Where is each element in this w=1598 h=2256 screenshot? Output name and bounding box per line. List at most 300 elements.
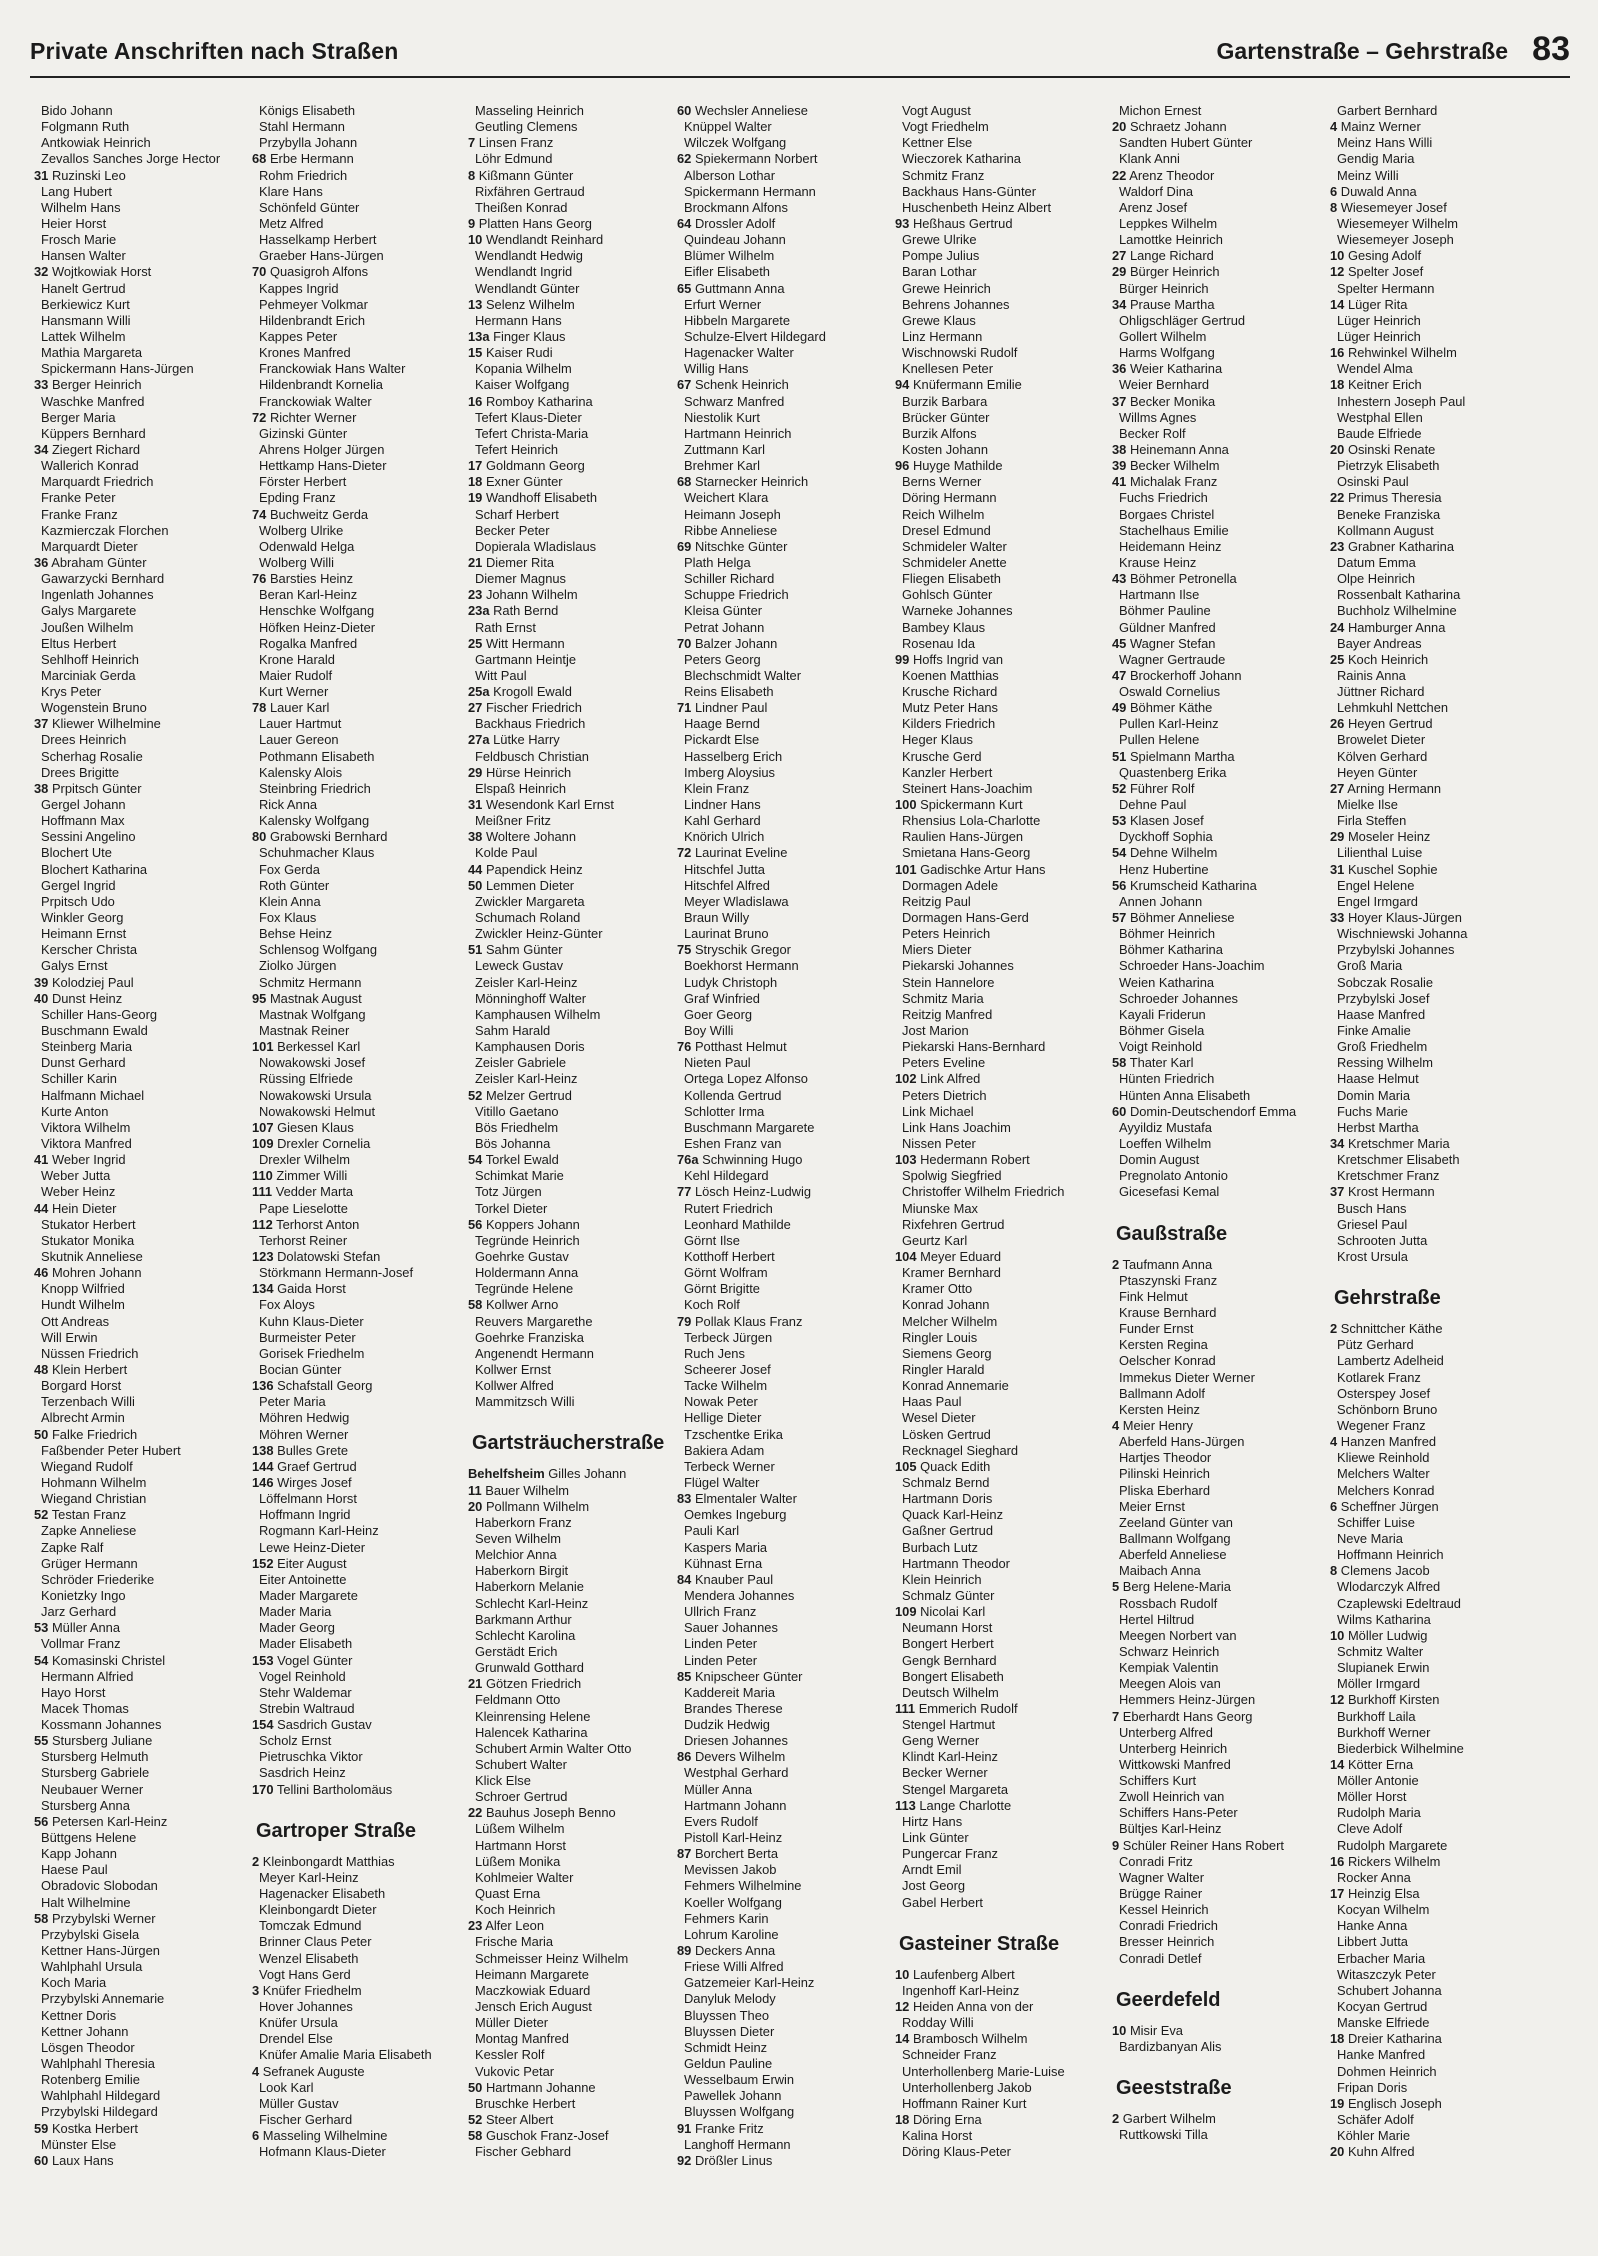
resident-entry	[895, 1055, 1107, 1071]
resident-name: Dreier Katharina	[1347, 2031, 1442, 2047]
resident-name: Tefert Christa-Maria	[475, 425, 589, 441]
resident-entry	[677, 1991, 889, 2007]
resident-name: Bültjes Karl-Heinz	[1119, 1821, 1222, 1837]
resident-entry	[895, 1967, 1107, 1983]
resident-name: Hagenacker Elisabeth	[259, 1886, 386, 1902]
resident-name: Reich Wilhelm	[902, 506, 985, 522]
resident-entry	[252, 1685, 464, 1701]
resident-name: Neumann Horst	[902, 1620, 993, 1636]
resident-name: Grabowski Bernhard	[269, 829, 388, 845]
resident-entry	[34, 1168, 246, 1184]
resident-entry	[677, 1878, 889, 1894]
resident-name: Lösgen Theodor	[41, 2039, 135, 2055]
resident-name: Spelter Josef	[1347, 264, 1424, 280]
resident-entry	[1112, 1644, 1324, 1660]
resident-entry	[1112, 1088, 1324, 1104]
resident-entry	[895, 507, 1107, 523]
resident-entry	[895, 1297, 1107, 1313]
resident-entry	[1330, 975, 1542, 991]
resident-name: Look Karl	[259, 2079, 314, 2095]
resident-entry	[468, 442, 680, 458]
house-number: 39	[1112, 458, 1127, 474]
resident-name: Rogalka Manfred	[259, 635, 358, 651]
resident-entry	[1330, 539, 1542, 555]
resident-entry	[677, 151, 889, 167]
resident-name: Klick Else	[475, 1773, 531, 1789]
resident-name: Zuttmann Karl	[684, 441, 765, 457]
resident-entry	[895, 845, 1107, 861]
resident-entry	[252, 1765, 464, 1781]
resident-name: Schroeder Hans-Joachim	[1119, 958, 1265, 974]
resident-name: Linsen Franz	[478, 135, 554, 151]
resident-name: Nissen Peter	[902, 1136, 976, 1151]
resident-name: Kliewer Wilhelmine	[51, 716, 161, 732]
resident-entry	[1330, 910, 1542, 926]
resident-name: Eifler Elisabeth	[684, 264, 770, 280]
resident-entry	[468, 410, 680, 426]
house-number: 9	[468, 215, 476, 231]
resident-name: Klein Franz	[684, 780, 750, 796]
resident-entry	[252, 1902, 464, 1918]
resident-name: Aberfeld Hans-Jürgen	[1119, 1434, 1245, 1450]
resident-entry	[468, 636, 680, 652]
resident-name: Weber Jutta	[41, 1168, 111, 1184]
resident-name: Ahrens Holger Jürgen	[259, 441, 385, 457]
resident-entry	[677, 652, 889, 668]
resident-name: Brügge Rainer	[1119, 1886, 1203, 1902]
resident-name: Papendick Heinz	[485, 861, 583, 877]
resident-entry	[677, 1427, 889, 1443]
spacer	[252, 1798, 464, 1818]
resident-entry	[1112, 297, 1324, 313]
resident-entry	[1330, 151, 1542, 167]
resident-entry	[895, 2015, 1107, 2031]
resident-name: Mammitzsch Willi	[475, 1394, 575, 1410]
resident-name: Schubert Johanna	[1337, 1982, 1442, 1998]
resident-name: Jarz Gerhard	[41, 1604, 117, 1620]
house-number: 17	[468, 458, 483, 474]
resident-name: Köhler Marie	[1337, 2128, 1411, 2144]
resident-name: Hundt Wilhelm	[41, 1297, 125, 1313]
resident-entry	[468, 2144, 680, 2160]
house-number: 152	[252, 1555, 274, 1571]
resident-entry	[677, 845, 889, 861]
resident-name: Rogmann Karl-Heinz	[259, 1523, 379, 1539]
resident-name: Raulien Hans-Jürgen	[902, 829, 1024, 845]
resident-entry	[677, 1540, 889, 1556]
house-number: 92	[677, 2152, 692, 2168]
resident-entry	[1330, 377, 1542, 393]
resident-entry	[468, 1838, 680, 1854]
resident-name: Lüßem Monika	[475, 1853, 561, 1869]
resident-entry	[677, 1830, 889, 1846]
resident-entry	[1112, 1321, 1324, 1337]
resident-name: Wolberg Willi	[259, 554, 334, 570]
resident-entry	[252, 749, 464, 765]
resident-name: Kaddereit Maria	[684, 1684, 775, 1700]
resident-name: Olpe Heinrich	[1337, 571, 1416, 587]
resident-name: Koch Rolf	[684, 1297, 740, 1313]
resident-entry	[468, 1314, 680, 1330]
resident-entry	[1112, 1547, 1324, 1563]
resident-name: Quasigroh Alfons	[269, 264, 369, 280]
resident-entry	[677, 1895, 889, 1911]
resident-name: Schmalz Günter	[902, 1587, 995, 1603]
resident-name: Lauer Hartmut	[259, 716, 342, 732]
resident-name: Halt Wilhelmine	[41, 1894, 131, 1910]
resident-entry	[468, 1612, 680, 1628]
resident-entry	[34, 2072, 246, 2088]
house-number: 71	[677, 700, 692, 716]
resident-entry	[895, 1862, 1107, 1878]
resident-entry	[677, 394, 889, 410]
resident-name: Hansen Walter	[41, 248, 126, 264]
resident-entry	[252, 829, 464, 845]
resident-entry	[468, 749, 680, 765]
resident-entry	[34, 991, 246, 1007]
resident-entry	[1112, 1104, 1324, 1120]
resident-name: Drendel Else	[259, 2031, 333, 2047]
resident-name: Funder Ernst	[1119, 1321, 1194, 1337]
resident-name: Potthast Helmut	[694, 1039, 787, 1055]
resident-name: Ullrich Franz	[684, 1604, 757, 1620]
resident-name: Geurtz Karl	[902, 1232, 968, 1248]
resident-name: Miers Dieter	[902, 942, 972, 958]
resident-name: Willms Agnes	[1119, 409, 1197, 425]
resident-name: Stursberg Helmuth	[41, 1749, 149, 1765]
resident-name: Laux Hans	[51, 2152, 114, 2168]
resident-entry	[468, 975, 680, 991]
house-number: 6	[252, 2128, 260, 2144]
resident-entry	[677, 539, 889, 555]
resident-entry	[34, 958, 246, 974]
resident-name: Wendlandt Hedwig	[475, 248, 583, 264]
resident-name: Burbach Lutz	[902, 1539, 978, 1555]
resident-entry	[252, 765, 464, 781]
resident-name: Meier Ernst	[1119, 1498, 1185, 1514]
resident-entry	[468, 668, 680, 684]
resident-entry	[468, 2031, 680, 2047]
resident-entry	[677, 1523, 889, 1539]
resident-name: Burmeister Peter	[259, 1329, 356, 1345]
resident-name: Moseler Heinz	[1347, 829, 1431, 845]
resident-name: Vitillo Gaetano	[475, 1103, 559, 1119]
resident-name: Wahlphahl Ursula	[41, 1959, 143, 1975]
resident-name: Vedder Marta	[275, 1184, 354, 1200]
resident-entry	[895, 1120, 1107, 1136]
resident-entry	[34, 1765, 246, 1781]
resident-entry	[34, 765, 246, 781]
resident-name: Wieczorek Katharina	[902, 151, 1021, 167]
resident-name: Piekarski Hans-Bernhard	[902, 1039, 1046, 1055]
house-number: 56	[1112, 877, 1127, 893]
resident-entry	[1112, 1741, 1324, 1757]
resident-entry	[34, 1927, 246, 1943]
resident-entry	[1330, 1676, 1542, 1692]
resident-entry	[34, 1410, 246, 1426]
resident-entry	[1112, 668, 1324, 684]
house-number: 111	[895, 1700, 916, 1716]
resident-entry	[34, 507, 246, 523]
resident-entry	[1330, 926, 1542, 942]
resident-entry	[1330, 1321, 1542, 1337]
resident-name: Berg Helene-Maria	[1122, 1579, 1231, 1595]
resident-entry	[468, 1934, 680, 1950]
resident-name: Behse Heinz	[259, 926, 333, 942]
resident-name: Halencek Katharina	[475, 1724, 588, 1740]
resident-name: Böhmer Katharina	[1119, 942, 1223, 958]
resident-name: Duwald Anna	[1340, 183, 1417, 199]
resident-name: Dehne Wilhelm	[1129, 845, 1218, 861]
resident-entry	[468, 232, 680, 248]
resident-entry	[1112, 313, 1324, 329]
resident-entry	[677, 1927, 889, 1943]
resident-entry	[1330, 1596, 1542, 1612]
resident-entry	[34, 490, 246, 506]
resident-name: Rath Ernst	[475, 619, 536, 635]
resident-entry	[1112, 2127, 1324, 2143]
resident-entry	[677, 2121, 889, 2137]
resident-entry	[1330, 1152, 1542, 1168]
resident-name: Exner Günter	[485, 474, 563, 490]
resident-name: Heier Horst	[41, 215, 107, 231]
resident-name: Slupianek Erwin	[1337, 1660, 1430, 1676]
resident-name: Mathia Margareta	[41, 345, 143, 361]
resident-entry	[34, 1814, 246, 1830]
house-number: 68	[252, 151, 267, 167]
resident-entry	[34, 587, 246, 603]
resident-entry	[677, 571, 889, 587]
resident-name: Schwinning Hugo	[702, 1152, 803, 1168]
resident-entry	[677, 1071, 889, 1087]
resident-entry	[895, 749, 1107, 765]
resident-entry	[34, 749, 246, 765]
resident-entry	[252, 2096, 464, 2112]
resident-entry	[1330, 684, 1542, 700]
house-number: 23	[1330, 538, 1345, 554]
resident-entry	[34, 1604, 246, 1620]
resident-entry	[34, 845, 246, 861]
resident-entry	[468, 958, 680, 974]
resident-name: Vogt August	[902, 103, 971, 118]
resident-name: Marquardt Friedrich	[41, 474, 154, 490]
resident-entry	[677, 636, 889, 652]
resident-name: Möhren Hedwig	[259, 1410, 350, 1426]
resident-entry	[1330, 1660, 1542, 1676]
resident-name: Viktora Wilhelm	[41, 1119, 131, 1135]
resident-entry	[1112, 1709, 1324, 1725]
resident-name: Möller Horst	[1337, 1789, 1407, 1805]
resident-entry	[1330, 1628, 1542, 1644]
resident-entry	[1112, 2039, 1324, 2055]
resident-name: Henz Hubertine	[1119, 861, 1209, 877]
resident-entry	[1330, 1071, 1542, 1087]
resident-entry	[252, 1394, 464, 1410]
resident-name: Osinski Paul	[1337, 474, 1409, 490]
house-number: 27	[468, 700, 483, 716]
resident-name: Pullen Karl-Heinz	[1119, 716, 1219, 732]
resident-entry	[1112, 781, 1324, 797]
resident-entry	[1112, 1951, 1324, 1967]
house-number: 10	[1330, 248, 1345, 264]
resident-entry	[1330, 458, 1542, 474]
resident-entry	[1112, 1483, 1324, 1499]
resident-entry	[252, 1104, 464, 1120]
house-number: 170	[252, 1781, 274, 1797]
resident-name: Müller Gustav	[259, 2095, 339, 2111]
resident-entry	[1330, 636, 1542, 652]
resident-entry	[895, 797, 1107, 813]
resident-name: Stein Hannelore	[902, 974, 995, 990]
resident-name: Kollenda Gertrud	[684, 1087, 782, 1103]
resident-entry	[1112, 1466, 1324, 1482]
resident-entry	[1330, 1725, 1542, 1741]
resident-entry	[1330, 1983, 1542, 1999]
resident-name: Brockerhoff Johann	[1129, 667, 1242, 683]
house-number: 7	[1112, 1708, 1120, 1724]
resident-entry	[468, 1378, 680, 1394]
resident-entry	[468, 1596, 680, 1612]
resident-name: Konrad Johann	[902, 1297, 990, 1313]
resident-name: Rüssing Elfriede	[259, 1071, 353, 1087]
house-number: 79	[677, 1313, 692, 1329]
resident-name: Kempiak Valentin	[1119, 1660, 1219, 1676]
resident-name: Borgaes Christel	[1119, 506, 1215, 522]
resident-entry	[252, 507, 464, 523]
resident-entry	[34, 377, 246, 393]
resident-name: Balzer Johann	[694, 635, 778, 651]
resident-name: Kißmann Günter	[478, 167, 574, 183]
resident-name: Jensch Erich August	[475, 1999, 592, 2015]
resident-entry	[1112, 1918, 1324, 1934]
resident-name: Bruschke Herbert	[475, 2095, 576, 2111]
resident-entry	[1330, 1821, 1542, 1837]
resident-entry	[677, 797, 889, 813]
resident-entry	[34, 1071, 246, 1087]
resident-entry	[895, 1572, 1107, 1588]
resident-name: Buschmann Ewald	[41, 1023, 148, 1039]
resident-entry	[34, 2040, 246, 2056]
resident-entry	[1112, 232, 1324, 248]
resident-entry	[1330, 1870, 1542, 1886]
resident-name: Erbe Hermann	[269, 151, 354, 167]
resident-name: Friese Willi Alfred	[684, 1959, 784, 1975]
resident-name: Burzik Alfons	[902, 425, 977, 441]
resident-name: Gaßner Gertrud	[902, 1523, 993, 1539]
resident-entry	[34, 878, 246, 894]
resident-name: Groß Friedhelm	[1337, 1039, 1428, 1055]
resident-name: Hasselberg Erich	[684, 748, 783, 764]
resident-name: Scholz Ernst	[259, 1733, 332, 1749]
resident-name: Drößler Linus	[694, 2152, 773, 2168]
resident-name: Inhestern Joseph Paul	[1337, 393, 1466, 409]
resident-entry	[895, 539, 1107, 555]
resident-entry	[677, 620, 889, 636]
resident-entry	[252, 1314, 464, 1330]
resident-entry	[677, 1459, 889, 1475]
resident-entry	[1112, 926, 1324, 942]
resident-entry	[677, 426, 889, 442]
house-number: 104	[895, 1248, 917, 1264]
resident-entry	[677, 313, 889, 329]
resident-name: Büttgens Helene	[41, 1830, 137, 1846]
resident-entry	[677, 216, 889, 232]
resident-name: Ludyk Christoph	[684, 974, 778, 990]
house-number: 27	[1112, 248, 1127, 264]
resident-entry	[895, 1233, 1107, 1249]
resident-entry	[34, 523, 246, 539]
resident-entry	[677, 410, 889, 426]
house-number: 22	[1330, 490, 1345, 506]
resident-entry	[468, 1563, 680, 1579]
resident-name: Schulze-Elvert Hildegard	[684, 328, 826, 344]
resident-name: Oemkes Ingeburg	[684, 1507, 787, 1523]
resident-name: Meegen Norbert van	[1119, 1627, 1237, 1643]
house-number: 18	[1330, 2031, 1345, 2047]
resident-entry	[252, 1620, 464, 1636]
resident-entry	[252, 571, 464, 587]
resident-name: Hofmann Klaus-Dieter	[259, 2144, 386, 2160]
resident-entry	[468, 119, 680, 135]
resident-name: Przybylski Annemarie	[41, 1991, 165, 2007]
resident-entry	[677, 942, 889, 958]
resident-entry	[252, 2064, 464, 2080]
resident-name: Wenzel Elisabeth	[259, 1950, 359, 1966]
resident-name: Fliegen Elisabeth	[902, 571, 1001, 587]
house-number: 48	[34, 1361, 49, 1377]
resident-entry	[34, 1201, 246, 1217]
resident-name: Rudolph Margarete	[1337, 1837, 1448, 1853]
resident-entry	[1330, 1709, 1542, 1725]
resident-entry	[252, 1297, 464, 1313]
resident-name: Schlensog Wolfgang	[259, 942, 378, 958]
resident-entry	[468, 426, 680, 442]
resident-name: Testan Franz	[51, 1507, 127, 1523]
resident-entry	[1330, 1353, 1542, 1369]
resident-name: Kleisa Günter	[684, 603, 763, 619]
resident-entry	[468, 1741, 680, 1757]
resident-name: Küppers Bernhard	[41, 425, 146, 441]
resident-entry	[468, 1201, 680, 1217]
resident-entry	[34, 2008, 246, 2024]
resident-name: Hildenbrandt Erich	[259, 312, 366, 328]
resident-name: Goehrke Gustav	[475, 1248, 569, 1264]
resident-name: Weber Ingrid	[51, 1152, 126, 1168]
resident-name: Melchers Walter	[1337, 1466, 1430, 1482]
resident-name: Böhmer Heinrich	[1119, 926, 1215, 942]
resident-name: Mader Elisabeth	[259, 1636, 353, 1652]
resident-entry	[677, 2104, 889, 2120]
house-number: 39	[34, 974, 49, 990]
house-number: 52	[34, 1507, 49, 1523]
resident-name: Krost Ursula	[1337, 1248, 1408, 1264]
house-number: 60	[34, 2152, 49, 2168]
resident-entry	[1112, 1612, 1324, 1628]
resident-entry	[252, 2128, 464, 2144]
resident-entry	[468, 394, 680, 410]
resident-name: Schneider Franz	[902, 2047, 997, 2063]
resident-entry	[468, 1773, 680, 1789]
resident-entry	[34, 555, 246, 571]
house-number: 4	[1330, 1434, 1338, 1450]
house-number: 44	[468, 861, 483, 877]
resident-entry	[1330, 2128, 1542, 2144]
resident-name: Döring Erna	[912, 2112, 982, 2128]
resident-name: Arning Hermann	[1347, 780, 1442, 796]
resident-name: Backhaus Friedrich	[475, 716, 586, 732]
resident-entry	[468, 264, 680, 280]
resident-entry	[252, 168, 464, 184]
